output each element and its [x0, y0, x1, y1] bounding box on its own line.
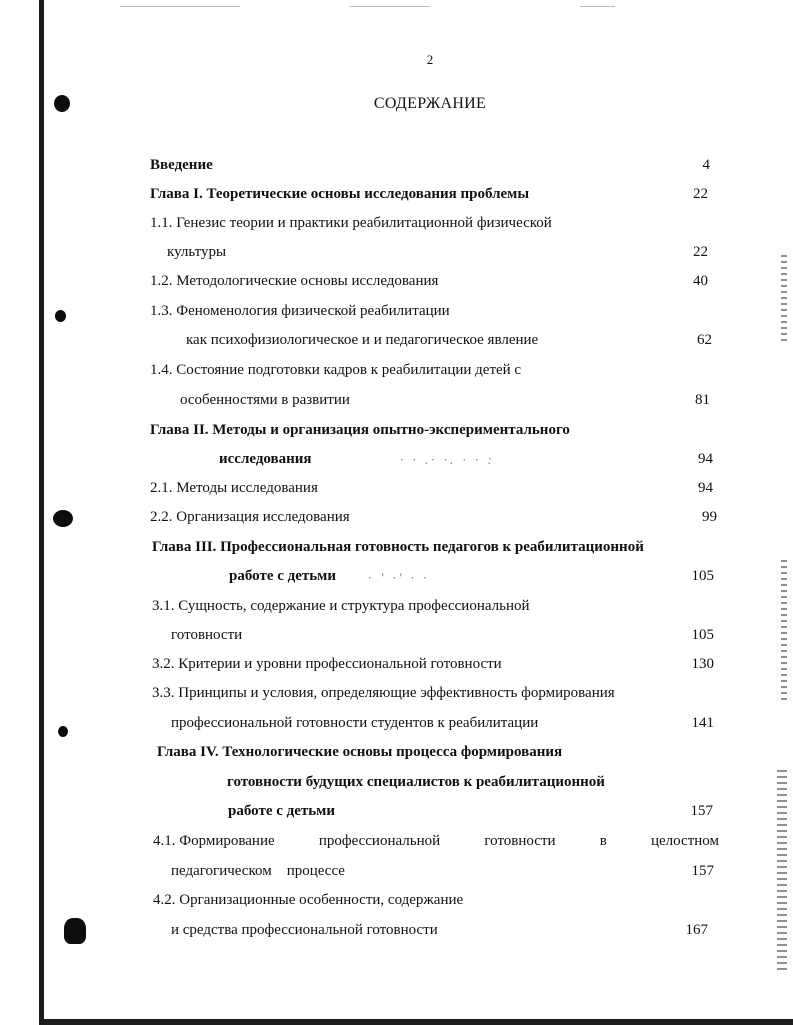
toc-page-number: 130 [691, 656, 714, 672]
toc-page-number: 105 [691, 568, 714, 584]
toc-page-number: 22 [693, 186, 708, 202]
scan-noise-strip [781, 560, 787, 700]
toc-chapter-title: работе с детьми [228, 803, 336, 819]
toc-section-title: как психофизиологическое и и педагогическое явление [186, 332, 539, 348]
toc-section-title: профессиональной готовности студентов к реабилитации [171, 715, 539, 731]
toc-chapter-title: Глава II. Методы и организация опытно-экспериментального [150, 422, 570, 438]
toc-section-title: 1.2. Методологические основы исследования [150, 273, 439, 289]
scan-left-edge [39, 0, 44, 1025]
scan-noise-strip [781, 255, 787, 345]
toc-section-title: 4.2. Организационные особенности, содержание [153, 892, 464, 908]
toc-section-title: готовности [171, 627, 243, 643]
toc-page-number: 99 [702, 509, 717, 525]
toc-page-number: 81 [695, 392, 710, 408]
toc-word: в [599, 833, 607, 849]
scan-noise-strip [777, 770, 787, 970]
scan-bottom-edge [39, 1019, 793, 1025]
toc-entry-title: Введение [150, 157, 213, 173]
toc-section-title: 1.3. Феноменология физической реабилитации [150, 303, 450, 319]
binder-hole-mark [55, 310, 66, 322]
toc-page-number: 105 [691, 627, 714, 643]
toc-section-title: 2.2. Организация исследования [150, 509, 350, 525]
toc-chapter-title: Глава III. Профессиональная готовность педагогов к реабилитационной [152, 539, 644, 555]
toc-page-number: 167 [685, 922, 708, 938]
toc-section-title: особенностями в развитии [180, 392, 350, 408]
toc-word: профессиональной [318, 833, 441, 849]
toc-section-title: 1.1. Генезис теории и практики реабилитационной физической [150, 215, 552, 231]
toc-section-title [153, 832, 719, 850]
toc-chapter-title: Глава I. Теоретические основы исследования проблемы [150, 186, 530, 202]
toc-section-title: 1.4. Состояние подготовки кадров к реабилитации детей с [150, 362, 522, 378]
toc-section-title: 3.3. Принципы и условия, определяющие эффективность формирования [152, 685, 615, 701]
toc-chapter-title: работе с детьми [229, 568, 337, 584]
toc-chapter-title: готовности будущих специалистов к реабилитационной [227, 774, 605, 790]
binder-hole-mark [58, 726, 68, 737]
toc-word: готовности [484, 833, 556, 849]
toc-section-title: педагогическом процессе [171, 863, 345, 879]
scan-artifact-line [120, 6, 240, 7]
scan-artifact-line [580, 6, 615, 7]
page-title: СОДЕРЖАНИЕ [373, 95, 487, 112]
scan-speckle: · ' ·' · · [368, 570, 430, 585]
scan-speckle: · · .· ·. · · : [400, 452, 495, 467]
toc-page-number: 4 [702, 157, 710, 173]
toc-section-title: 3.2. Критерии и уровни профессиональной готовности [152, 656, 502, 672]
scan-artifact-line [350, 6, 430, 7]
toc-page-number: 22 [693, 244, 708, 260]
toc-word: 4.1. Формирование [153, 833, 275, 849]
toc-page-number: 94 [698, 480, 713, 496]
toc-page-number: 157 [691, 863, 714, 879]
toc-word: целостном [651, 833, 719, 849]
binder-hole-mark [64, 918, 86, 944]
toc-chapter-title: исследования [219, 451, 312, 467]
toc-page-number: 141 [691, 715, 714, 731]
toc-section-title: и средства профессиональной готовности [171, 922, 438, 938]
binder-hole-mark [53, 510, 73, 527]
toc-chapter-title: Глава IV. Технологические основы процесса формирования [157, 744, 563, 760]
toc-page-number: 62 [697, 332, 712, 348]
toc-section-title: 2.1. Методы исследования [150, 480, 318, 496]
toc-section-title: культуры [167, 244, 227, 260]
page-number: 2 [426, 52, 434, 67]
toc-page-number: 157 [690, 803, 713, 819]
toc-section-title: 3.1. Сущность, содержание и структура профессиональной [152, 598, 530, 614]
toc-page-number: 94 [698, 451, 713, 467]
toc-page-number: 40 [693, 273, 708, 289]
